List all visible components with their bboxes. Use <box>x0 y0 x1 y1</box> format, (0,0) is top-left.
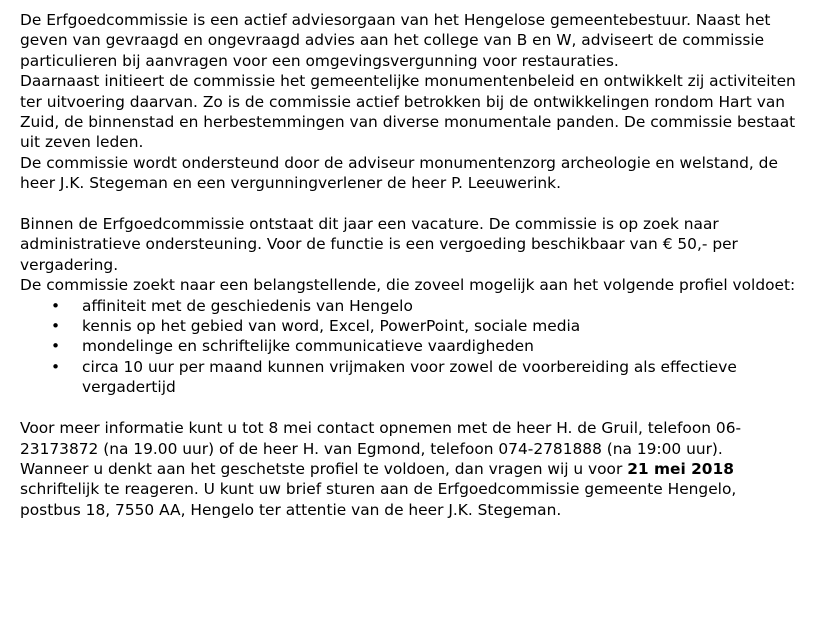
list-item <box>20 316 800 336</box>
bullet-icon: • <box>51 296 61 315</box>
contact-paragraph-1: Voor meer informatie kunt u tot 8 mei contact opnemen met de heer H. de Gruil, telefoon 06-23173872 (na 19.00 uur) of de heer H. van Egmond, telefoon 074-2781888 (na 19:00 uur). <box>20 419 742 458</box>
document-body <box>20 10 800 520</box>
list-item <box>20 296 800 316</box>
vacancy-paragraph-2: De commissie zoekt naar een belangstellende, die zoveel mogelijk aan het volgende profiel voldoet: <box>20 276 796 295</box>
list-item <box>20 336 800 356</box>
paragraph-spacer <box>20 398 800 418</box>
list-item-text: mondelinge en schriftelijke communicatieve vaardigheden <box>82 337 534 356</box>
intro-paragraph-2: Daarnaast initieert de commissie het gemeentelijke monumentenbeleid en ontwikkelt zij activiteiten ter uitvoering daarvan. Zo is de commissie actief betrokken bij de ontwikkelingen rondom Hart van Zuid, de binnenstad en herbestemmingen van diverse monumentale panden. De commissie bestaat uit zeven leden. <box>20 72 796 152</box>
list-item-text: kennis op het gebied van word, Excel, PowerPoint, sociale media <box>82 317 581 336</box>
vacancy-paragraph-1: Binnen de Erfgoedcommissie ontstaat dit jaar een vacature. De commissie is op zoek naar administratieve ondersteuning. Voor de functie is een vergoeding beschikbaar van € 50,- per vergadering. <box>20 215 738 274</box>
intro-paragraph-1: De Erfgoedcommissie is een actief adviesorgaan van het Hengelose gemeentebestuur. Naast het geven van gevraagd en ongevraagd advies aan het college van B en W, adviseert de commissie particulieren bij aanvragen voor een omgevingsvergunning voor restauraties. <box>20 11 771 70</box>
deadline-date: 21 mei 2018 <box>627 459 734 478</box>
list-item-text: circa 10 uur per maand kunnen vrijmaken voor zowel de voorbereiding als effectieve vergadertijd <box>82 357 737 397</box>
contact-text-start: Wanneer u denkt aan het geschetste profiel te voldoen, dan vragen wij u voor <box>20 459 628 478</box>
list-item <box>20 357 800 398</box>
list-item-text: affiniteit met de geschiedenis van Hengelo <box>82 296 413 315</box>
bullet-icon: • <box>51 357 61 376</box>
contact-paragraph-2 <box>20 459 800 520</box>
profile-requirements-list <box>20 296 800 398</box>
intro-paragraph-3: De commissie wordt ondersteund door de adviseur monumentenzorg archeologie en welstand, de heer J.K. Stegeman en een vergunningverlener de heer P. Leeuwerink. <box>20 153 778 193</box>
contact-text-end: schriftelijk te reageren. U kunt uw brief sturen aan de Erfgoedcommissie gemeente Hengelo, postbus 18, 7550 AA, Hengelo ter attentie van de heer J.K. Stegeman. <box>20 480 737 519</box>
bullet-icon: • <box>51 337 61 356</box>
bullet-icon: • <box>51 317 61 336</box>
paragraph-spacer <box>20 194 800 214</box>
